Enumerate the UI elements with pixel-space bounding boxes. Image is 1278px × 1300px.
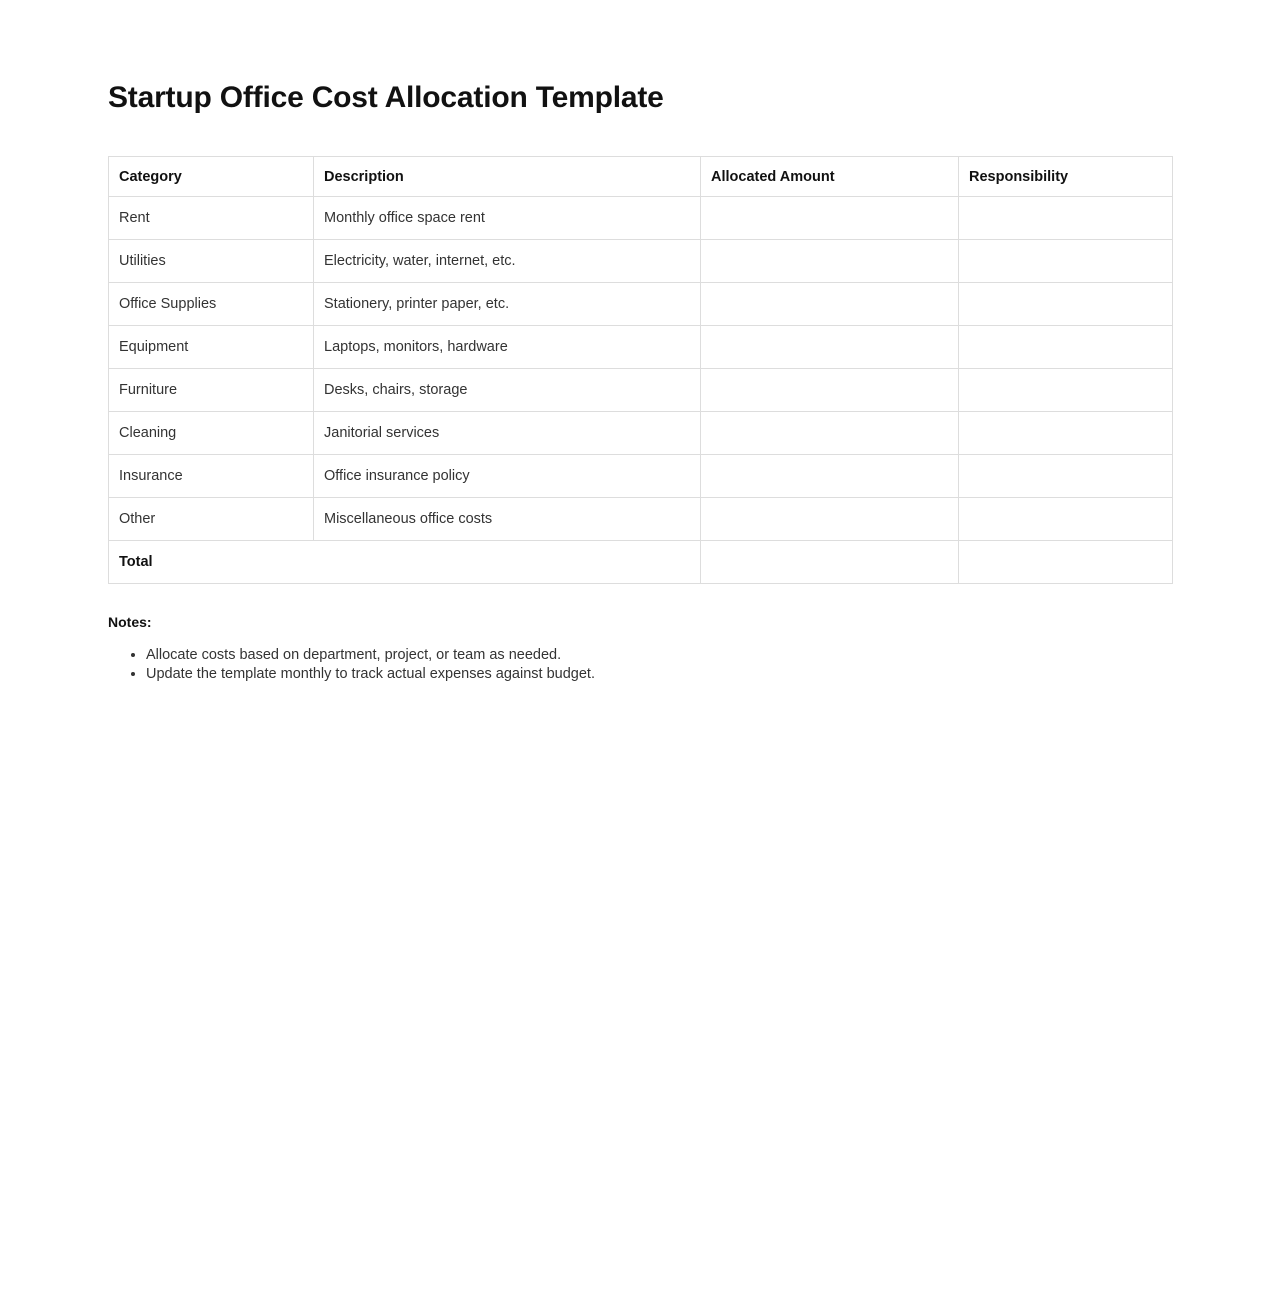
cell-description: Laptops, monitors, hardware — [314, 326, 701, 369]
cell-category: Other — [109, 498, 314, 541]
table-row — [109, 369, 1173, 412]
cell-allocated-amount[interactable] — [701, 369, 959, 412]
cell-total-label: Total — [109, 541, 701, 584]
cell-responsibility[interactable] — [959, 283, 1173, 326]
cell-allocated-amount[interactable] — [701, 412, 959, 455]
cell-category: Office Supplies — [109, 283, 314, 326]
cell-responsibility[interactable] — [959, 455, 1173, 498]
cell-category: Cleaning — [109, 412, 314, 455]
cell-description: Office insurance policy — [314, 455, 701, 498]
table-row — [109, 326, 1173, 369]
cell-responsibility[interactable] — [959, 326, 1173, 369]
cell-description: Janitorial services — [314, 412, 701, 455]
cell-description: Stationery, printer paper, etc. — [314, 283, 701, 326]
cell-responsibility[interactable] — [959, 240, 1173, 283]
cost-allocation-table — [108, 156, 1173, 584]
column-header-description: Description — [314, 157, 701, 197]
cell-category: Insurance — [109, 455, 314, 498]
cell-allocated-amount[interactable] — [701, 455, 959, 498]
table-header-row — [109, 157, 1173, 197]
cell-description: Electricity, water, internet, etc. — [314, 240, 701, 283]
cell-description: Miscellaneous office costs — [314, 498, 701, 541]
cell-category: Rent — [109, 197, 314, 240]
cell-category: Utilities — [109, 240, 314, 283]
column-header-category: Category — [109, 157, 314, 197]
table-header — [109, 157, 1173, 197]
notes-list — [108, 646, 595, 684]
cell-responsibility[interactable] — [959, 412, 1173, 455]
cell-total-allocated-amount[interactable] — [701, 541, 959, 584]
table-row — [109, 197, 1173, 240]
cell-category: Equipment — [109, 326, 314, 369]
table-total-row — [109, 541, 1173, 584]
table-row — [109, 455, 1173, 498]
cell-responsibility[interactable] — [959, 197, 1173, 240]
cell-allocated-amount[interactable] — [701, 498, 959, 541]
column-header-responsibility: Responsibility — [959, 157, 1173, 197]
cell-total-responsibility[interactable] — [959, 541, 1173, 584]
page-title: Startup Office Cost Allocation Template — [108, 81, 664, 114]
list-item: • Allocate costs based on department, project, or team as needed. — [146, 646, 595, 665]
table-row — [109, 412, 1173, 455]
table-row — [109, 240, 1173, 283]
notes-heading: Notes: — [108, 614, 152, 630]
cell-description: Monthly office space rent — [314, 197, 701, 240]
cell-allocated-amount[interactable] — [701, 283, 959, 326]
cell-responsibility[interactable] — [959, 498, 1173, 541]
cell-allocated-amount[interactable] — [701, 326, 959, 369]
cell-description: Desks, chairs, storage — [314, 369, 701, 412]
cell-responsibility[interactable] — [959, 369, 1173, 412]
cell-category: Furniture — [109, 369, 314, 412]
table-body — [109, 197, 1173, 584]
column-header-allocated-amount: Allocated Amount — [701, 157, 959, 197]
table-row — [109, 283, 1173, 326]
cell-allocated-amount[interactable] — [701, 197, 959, 240]
table-row — [109, 498, 1173, 541]
list-item: • Update the template monthly to track actual expenses against budget. — [146, 665, 595, 684]
cell-allocated-amount[interactable] — [701, 240, 959, 283]
